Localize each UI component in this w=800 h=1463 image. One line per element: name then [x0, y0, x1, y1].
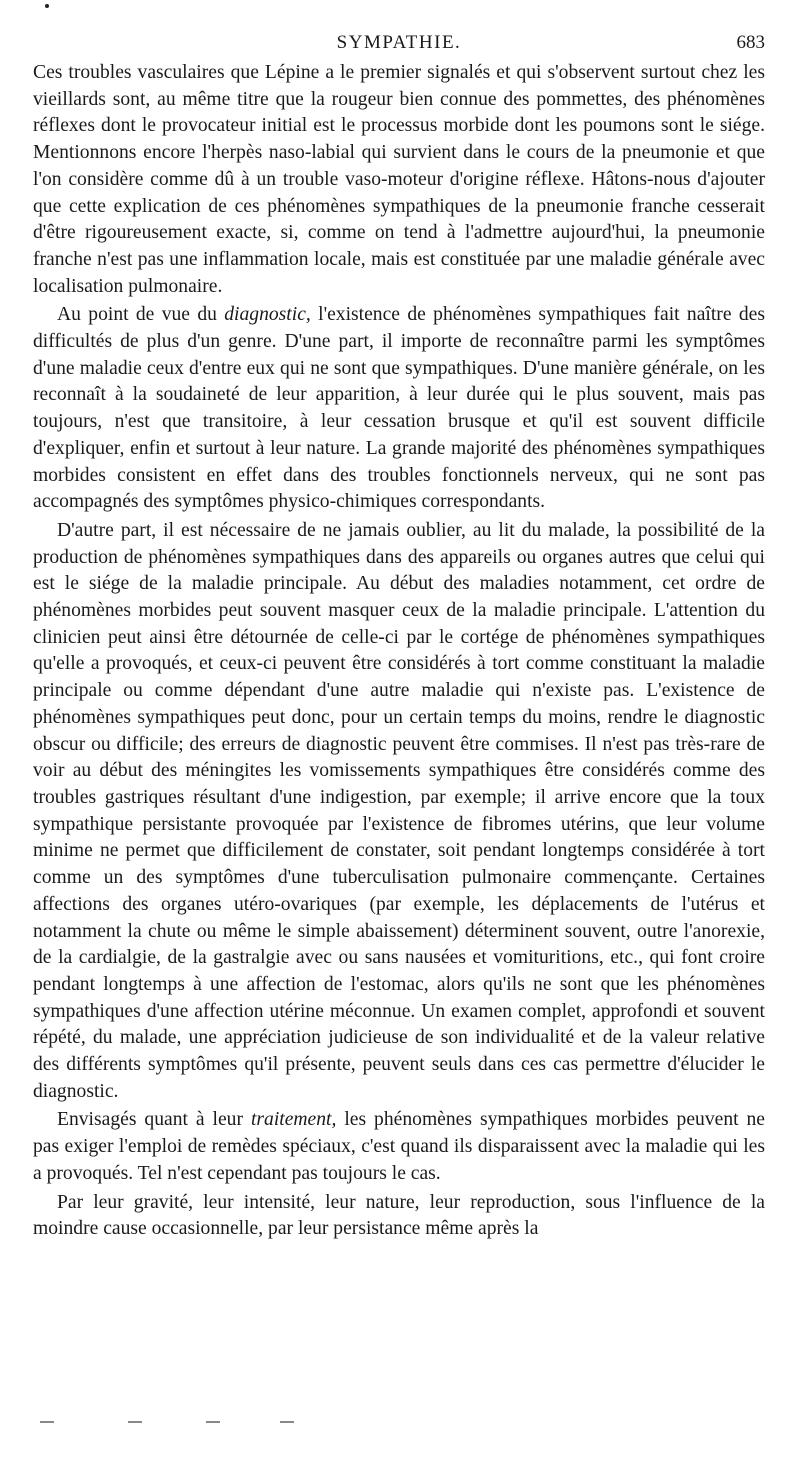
paragraph-3	[33, 518, 765, 1105]
dash	[40, 1421, 54, 1423]
paragraph-2-text-b: l'existence de phénomènes sympathiques fait naître des difficultés de plus d'un genre. D'une part, il importe de reconnaître parmi les symptômes d'une maladie ceux d'entre eux qui ne sont que sympathiques. D'une manière générale, on les reconnaît à la soudaineté de leur apparition, à leur durée qui le plus souvent, mais pas toujours, n'est que transitoire, à leur cessation brusque et qu'il est souvent difficile d'expliquer, enfin et surtout à leur nature. La grande majorité des phénomènes sympathiques morbides consistent en effet dans des troubles fonctionnels nerveux, qui ne sont pas accompagnés des symptômes physico-chimiques correspondants.	[33, 304, 765, 513]
paragraph-4-text-a: Envisagés quant à leur	[57, 1109, 251, 1131]
paragraph-5-text: Par leur gravité, leur intensité, leur nature, leur reproduction, sous l'influence de la moindre cause occasionnelle, par leur persistance même après la	[33, 1191, 765, 1240]
page	[33, 0, 765, 1243]
ink-speck	[45, 4, 49, 8]
footer-dashes	[40, 1421, 340, 1425]
dash	[128, 1421, 142, 1423]
dash	[280, 1421, 294, 1423]
paragraph-2-italic-diagnostic: diagnostic,	[224, 304, 311, 326]
paragraph-4-text-b: les phénomènes sympathiques morbides peuvent ne pas exiger l'emploi de remèdes spéciaux, c'est quand ils disparaissent avec la maladie qui les a provoqués. Tel n'est cependant pas toujours le cas.	[33, 1109, 766, 1184]
paragraph-2-text-a: Au point de vue du	[57, 304, 225, 326]
paragraph-4	[33, 1107, 765, 1187]
paragraph-1	[33, 60, 765, 300]
running-header	[33, 0, 765, 60]
paragraph-4-italic-traitement: traitement,	[250, 1109, 337, 1131]
paragraph-5	[33, 1190, 765, 1243]
body-text	[33, 60, 765, 1243]
paragraph-1-text: Ces troubles vasculaires que Lépine a le premier signalés et qui s'observent surtout chez les vieillards sont, au même titre que la rougeur bien connue des pommettes, des phénomènes réflexes dont le provocateur initial est le processus morbide dont les poumons sont le siége. Mentionnons encore l'herpès naso-labial qui survient dans le cours de la pneumonie et que l'on considère comme dû à un trouble vaso-moteur d'origine réflexe. Hâtons-nous d'ajouter que cette explication de ces phénomènes sympathiques de la pneumonie franche cesserait d'être rigoureusement exacte, si, comme on tend à l'admettre aujourd'hui, la pneumonie franche n'est pas une inflammation locale, mais est constituée par une maladie générale avec localisation pulmonaire.	[33, 62, 765, 297]
dash	[206, 1421, 220, 1423]
paragraph-2	[33, 302, 765, 516]
page-number: 683	[736, 32, 765, 53]
paragraph-3-text: D'autre part, il est nécessaire de ne jamais oublier, au lit du malade, la possibilité de la production de phénomènes sympathiques dans des appareils ou organes autres que celui qui est le siége de la maladie principale. Au début des maladies notamment, cet ordre de phénomènes morbides peut souvent masquer ceux de la maladie principale. L'attention du clinicien peut ainsi être détournée de celle-ci par le cortége de phénomènes sympathiques qu'elle a provoqués, et ceux-ci peuvent être considérés à tort comme constituant la maladie principale ou comme dépendant d'une autre maladie qui n'existe pas. L'existence de phénomènes sympathiques peut donc, pour un certain temps du moins, rendre le diagnostic obscur ou difficile; des erreurs de diagnostic peuvent être commises. Il n'est pas très-rare de voir au début des méningites les vomissements sympathiques être considérés comme des troubles gastriques résultant d'une indigestion, par exemple; il arrive encore que la toux sympathique persistante provoquée par l'existence de fibromes utérins, que leur volume minime ne permet que difficilement de constater, soit pendant longtemps considérée à tort comme un des symptômes d'une tuberculisation pulmonaire commençante. Certaines affections des organes utéro-ovariques (par exemple, les déplacements de l'utérus et notamment la chute ou même le simple abaissement) déterminent souvent, outre l'anorexie, de la cardialgie, de la gastralgie avec ou sans nausées et vomituritions, etc., qui font croire pendant longtemps à une affection de l'estomac, alors qu'ils ne sont que les phénomènes sympathiques d'une affection utérine méconnue. Un examen complet, approfondi et souvent répété, du malade, une appréciation judicieuse de son individualité et de la valeur relative des différents symptômes qu'il présente, peuvent seuls dans ces cas permettre d'élucider le diagnostic.	[33, 519, 765, 1102]
running-title: SYMPATHIE.	[336, 32, 462, 53]
